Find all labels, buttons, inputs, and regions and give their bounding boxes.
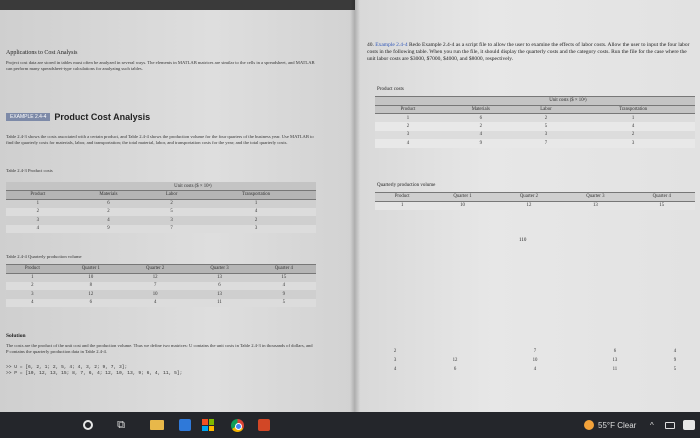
cell: 3 — [147, 216, 196, 225]
cell: 10 — [532, 358, 538, 363]
cell: 6 — [453, 367, 457, 372]
col-header: Transportation — [571, 105, 695, 114]
cell: 2 — [147, 199, 196, 208]
cell: 12 — [59, 290, 123, 299]
example-tag: EXAMPLE 2.4-4 — [6, 113, 50, 121]
unit-costs-header: Unit costs ($ × 10³) — [441, 97, 695, 106]
cell: 9 — [70, 225, 147, 234]
cell: 4 — [441, 131, 521, 140]
cell: 4 — [6, 225, 70, 234]
cell: 13 — [187, 290, 251, 299]
cell: 13 — [612, 358, 618, 363]
network-icon[interactable] — [664, 416, 676, 434]
cell: 5 — [252, 299, 316, 308]
notification-icon[interactable] — [682, 416, 696, 434]
cell: 9 — [673, 358, 677, 363]
cell: 15 — [252, 273, 316, 282]
product-costs-label: Product costs — [377, 87, 404, 92]
microsoft-logo-icon[interactable] — [200, 416, 216, 434]
col-header: Transportation — [196, 191, 316, 200]
table-row — [375, 131, 695, 140]
col-header: Quarter 2 — [123, 265, 187, 274]
cell: 3 — [6, 290, 59, 299]
cell: 1 — [571, 114, 695, 123]
table-row — [6, 282, 316, 291]
example-title: Product Cost Analysis — [54, 112, 151, 122]
col-header: Quarter 1 — [59, 265, 123, 274]
col-header: Quarter 4 — [629, 193, 695, 202]
col-header: Labor — [521, 105, 572, 114]
col-header: Quarter 2 — [496, 193, 562, 202]
cell: 9 — [441, 139, 521, 148]
cell: 13 — [187, 273, 251, 282]
right-book-page — [355, 0, 700, 412]
table-row — [6, 216, 316, 225]
left-book-page — [0, 10, 355, 412]
search-icon[interactable] — [80, 416, 96, 434]
cell: 10 — [123, 290, 187, 299]
cell: 12 — [452, 358, 458, 363]
chrome-icon[interactable] — [228, 416, 246, 434]
book-gutter — [350, 0, 360, 412]
cell — [415, 347, 495, 356]
cell: 5 — [521, 122, 572, 131]
section-intro: Project cost data are stored in tables must often be analyzed in several ways. The elements in MATLAB matrices are similar to the cells in a spreadsheet, and MATLAB can perform many spreadsheet-type calculations for analyzing such tables. — [6, 60, 315, 71]
cell: 7 — [147, 225, 196, 234]
table-row — [375, 201, 695, 210]
cell: 2 — [6, 208, 70, 217]
cell: 4 — [393, 367, 397, 372]
cell: 12 — [496, 201, 562, 210]
solution-label: Solution — [6, 333, 26, 339]
chevron-up-icon[interactable]: ^ — [650, 420, 654, 430]
table-row — [375, 122, 695, 131]
cell: 2 — [521, 114, 572, 123]
cell: 6 — [613, 349, 617, 354]
unit-costs-header: Unit costs ($ × 10³) — [70, 182, 316, 191]
product-costs-table-left — [6, 182, 316, 233]
col-header: Quarter 3 — [562, 193, 628, 202]
col-header: Product — [6, 265, 59, 274]
table-row — [6, 290, 316, 299]
cell: 2 — [375, 122, 441, 131]
code-line: >> P = [10, 12, 13, 15; 8, 7, 6, 4; 12, 10, 13, 9; 6, 4, 11, 5]; — [6, 371, 183, 376]
table-row — [375, 347, 695, 356]
cell: 1 — [6, 199, 70, 208]
cell: 7 — [123, 282, 187, 291]
production-volume-rows-continued — [375, 347, 695, 374]
col-header: Quarter 1 — [429, 193, 495, 202]
example-paragraph: Table 2.4-3 shows the costs associated with a certain product, and Table 2.4-4 shows the production volume for the four quarters of the business year. Use MATLAB to find the quarterly costs for materials, labor, and transportation; the total material, labor, and transportation costs for the year; and the total quarterly costs. — [6, 134, 314, 145]
col-header: Quarter 4 — [252, 265, 316, 274]
taskbar — [0, 412, 700, 438]
cell: 13 — [562, 201, 628, 210]
cell: 11 — [187, 299, 251, 308]
col-header: Product — [6, 191, 70, 200]
col-header: Labor — [147, 191, 196, 200]
code-block — [6, 365, 182, 377]
cell: 8 — [59, 282, 123, 291]
cell: 4 — [123, 299, 187, 308]
production-volume-table-right — [375, 192, 695, 210]
cell: 4 — [571, 122, 695, 131]
cell: 6 — [59, 299, 123, 308]
col-header: Product — [375, 105, 441, 114]
cell: 2 — [196, 216, 316, 225]
cell: 3 — [375, 131, 441, 140]
table-row — [6, 273, 316, 282]
cell: 6 — [70, 199, 147, 208]
stray-value: 110 — [519, 238, 527, 243]
cell: 3 — [571, 139, 695, 148]
cell: 1 — [6, 273, 59, 282]
cell: 12 — [123, 273, 187, 282]
weather-sun-icon[interactable] — [582, 416, 596, 434]
table-row — [6, 208, 316, 217]
cell: 1 — [375, 114, 441, 123]
cell: 1 — [196, 199, 316, 208]
problem-40 — [367, 42, 692, 63]
problem-text: Redo Example 2.4-4 as a script file to allow the user to examine the effects of labor costs. Allow the user to input the four labor costs in the following table. When you run the file, it should display the quarterly costs and the category costs. Run the file for the case where the unit labor costs are $3000, $7000, $4000, and $8000, respectively. — [367, 42, 690, 62]
cell: 15 — [629, 201, 695, 210]
cell: 3 — [521, 131, 572, 140]
cell: 6 — [441, 114, 521, 123]
cell: 3 — [196, 225, 316, 234]
solution-text: The costs are the product of the unit cost and the production volume. Thus we define two matrices: U contains the unit costs in Table 2.4-3 in thousands of dollars, and P contains the quarterly production data in Table 2.4-4. — [6, 343, 313, 354]
cell: 7 — [533, 349, 537, 354]
store-icon[interactable] — [176, 416, 194, 434]
cell: 10 — [429, 201, 495, 210]
cell: 1 — [375, 201, 429, 210]
cell: 4 — [673, 349, 677, 354]
cell: 2 — [441, 122, 521, 131]
cell: 11 — [612, 367, 618, 372]
table-row — [6, 225, 316, 234]
table-row — [375, 356, 695, 365]
problem-number: 40. — [367, 42, 374, 48]
cell: 2 — [6, 282, 59, 291]
table-row — [375, 365, 695, 374]
cell: 2 — [571, 131, 695, 140]
table-row — [375, 139, 695, 148]
table2-caption: Table 2.4-4 Quarterly production volume — [6, 254, 82, 259]
cell: 4 — [70, 216, 147, 225]
col-header: Quarter 3 — [187, 265, 251, 274]
production-volume-label: Quarterly production volume — [377, 183, 436, 188]
cell: 5 — [673, 367, 677, 372]
example-header — [6, 112, 150, 122]
cell: 4 — [533, 367, 537, 372]
cell: 2 — [393, 349, 397, 354]
example-link: Example 2.4-4 — [375, 42, 408, 48]
cell: 10 — [59, 273, 123, 282]
table-row — [6, 199, 316, 208]
weather-text[interactable]: 55°F Clear — [598, 420, 637, 430]
cell: 4 — [252, 282, 316, 291]
code-line: >> U = [6, 2, 1; 2, 5, 4; 4, 3, 2; 9, 7, 3]; — [6, 365, 128, 370]
table-row — [375, 114, 695, 123]
section-heading: Applications to Cost Analysis — [6, 50, 78, 56]
cell: 6 — [187, 282, 251, 291]
cell: 5 — [147, 208, 196, 217]
cell: 9 — [252, 290, 316, 299]
file-explorer-icon[interactable] — [148, 416, 166, 434]
col-header: Materials — [441, 105, 521, 114]
task-view-icon[interactable]: ⧉ — [117, 418, 125, 431]
office-icon[interactable] — [256, 416, 272, 434]
cell: 4 — [196, 208, 316, 217]
product-costs-table-right — [375, 96, 695, 148]
cell: 7 — [521, 139, 572, 148]
col-header: Materials — [70, 191, 147, 200]
table1-caption: Table 2.4-3 Product costs — [6, 168, 53, 173]
production-volume-table-left — [6, 264, 316, 307]
cell: 4 — [375, 139, 441, 148]
table-row — [6, 299, 316, 308]
cell: 3 — [6, 216, 70, 225]
cell: 2 — [70, 208, 147, 217]
col-header: Product — [375, 193, 429, 202]
cell: 3 — [393, 358, 397, 363]
cell: 4 — [6, 299, 59, 308]
